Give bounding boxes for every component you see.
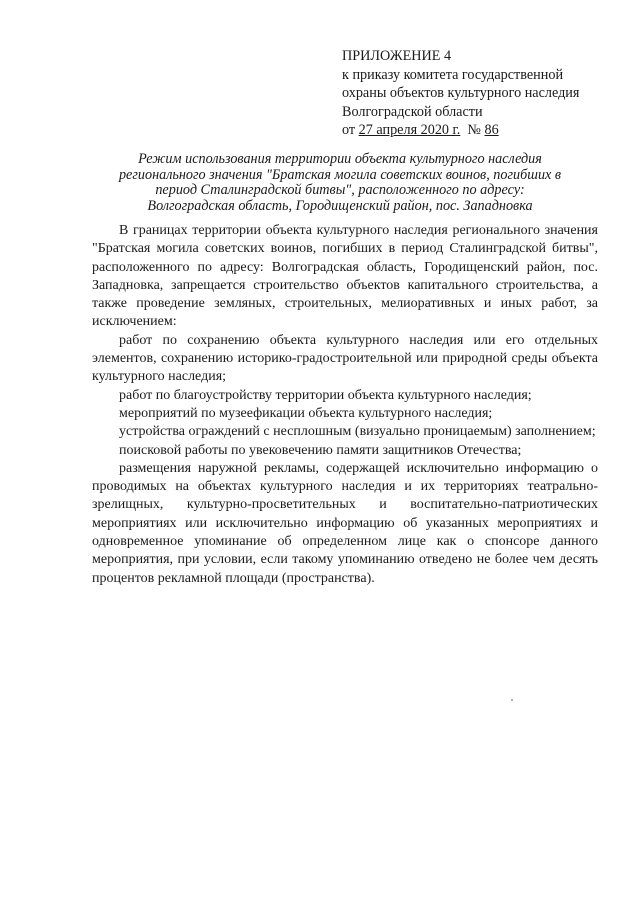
annex-date-prefix: от bbox=[342, 122, 356, 138]
body-intro: В границах территории объекта культурного наследия регионального значения "Братская могила советских воинов, погибших в период Сталинградской битвы", расположенного по адресу: Волгоградская область, Городищенский район, пос. Западновка, запрещается строительство объектов капитального строительства, а также проведение земляных, строительных, мелиоративных и иных работ, за исключением: bbox=[92, 223, 598, 330]
annex-number: 86 bbox=[484, 122, 499, 138]
annex-date: 27 апреля 2020 г. bbox=[358, 122, 461, 138]
title-line-4: Волгоградская область, Городищенский район, пос. Западновка bbox=[147, 197, 533, 214]
annex-heading: ПРИЛОЖЕНИЕ 4 bbox=[342, 48, 452, 64]
annex-line-1: к приказу комитета государственной bbox=[342, 66, 564, 83]
scan-speck bbox=[511, 699, 513, 701]
annex-date-line bbox=[342, 121, 622, 140]
annex-number-sign: № bbox=[467, 122, 481, 138]
body-item-1: работ по сохранению объекта культурного наследия или его отдельных элементов, сохранению историко-градостроительной или природной среды объекта культурного наследия; bbox=[92, 332, 598, 385]
title-line-2: регионального значения "Братская могила советских воинов, погибших в bbox=[118, 166, 562, 183]
document-body bbox=[92, 222, 598, 588]
annex-block bbox=[342, 47, 622, 140]
body-item-4: устройства ограждений с несплошным (визуально проницаемым) заполнением; bbox=[119, 424, 596, 440]
body-item-5: поисковой работы по увековечению памяти защитников Отечества; bbox=[119, 442, 522, 458]
title-line-3: период Сталинградской битвы", расположенного по адресу: bbox=[155, 182, 525, 199]
title-line-1: Режим использования территории объекта культурного наследия bbox=[138, 151, 542, 167]
document-title bbox=[92, 152, 588, 214]
body-item-6: размещения наружной рекламы, содержащей исключительно информацию о проводимых на объектах культурного наследия и их территориях театрально-зрелищных, культурно-просветительных и воспитательно-патриотических мероприятиях или исключительно информацию об указанных мероприятиях и одновременное упоминание об определенном лице как о спонсоре данного мероприятия, при условии, если такому упоминанию отведено не более чем десять процентов рекламной площади (пространства). bbox=[92, 460, 598, 586]
body-item-3: мероприятий по музеефикации объекта культурного наследия; bbox=[119, 405, 493, 421]
annex-line-2: охраны объектов культурного наследия bbox=[342, 85, 580, 101]
body-item-2: работ по благоустройству территории объекта культурного наследия; bbox=[119, 387, 532, 403]
annex-line-3: Волгоградской области bbox=[342, 103, 483, 120]
